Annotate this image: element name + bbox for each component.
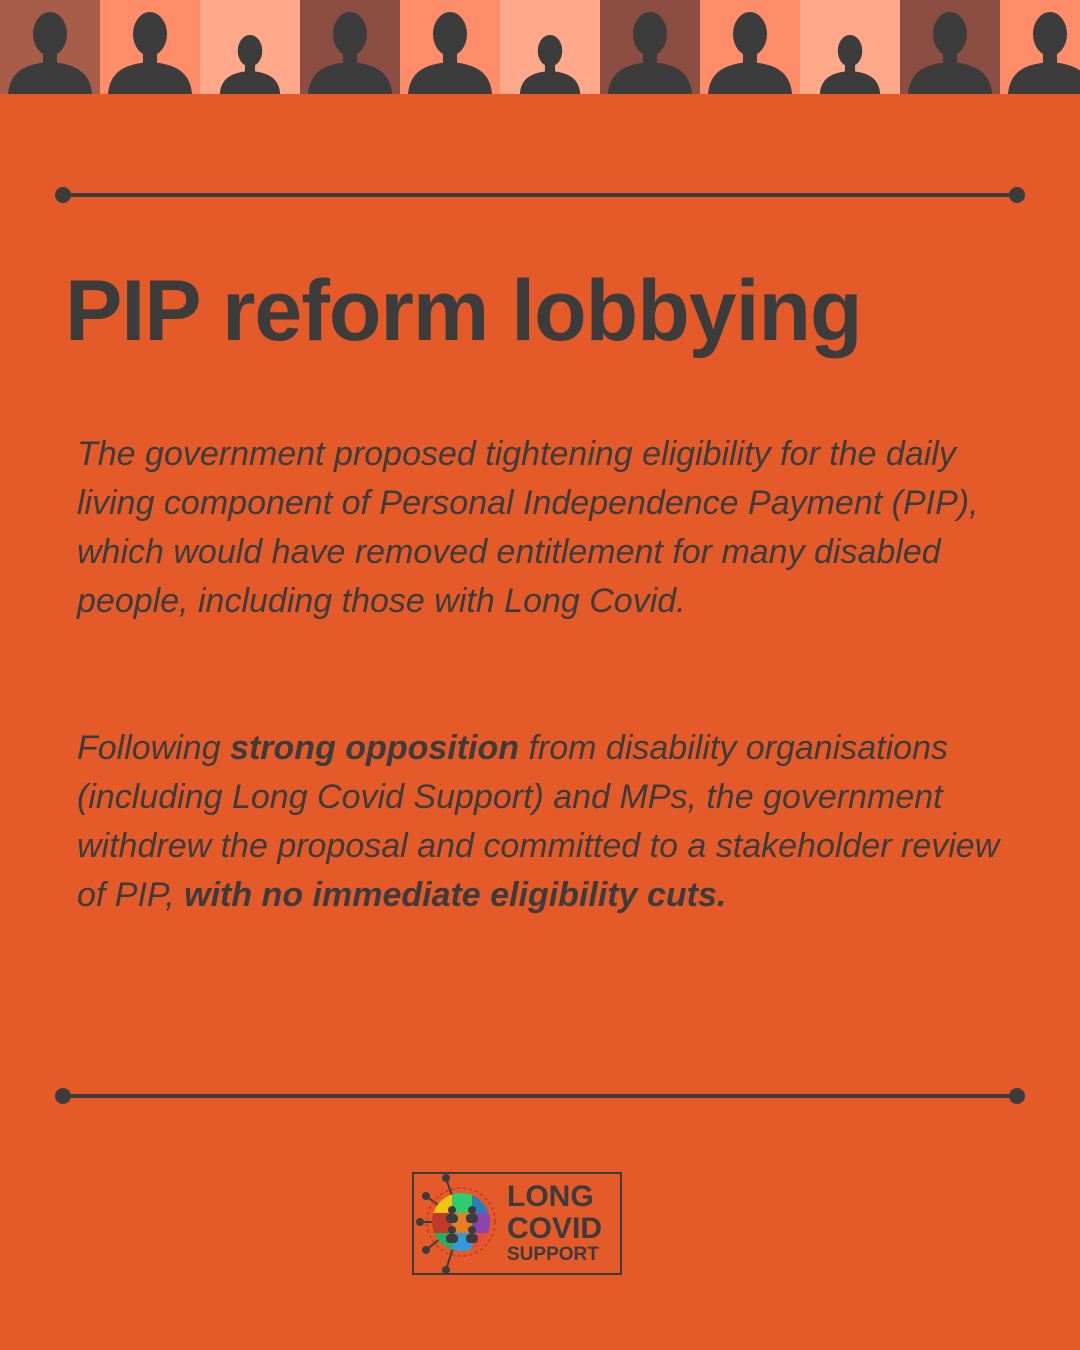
banner-tile	[900, 0, 1000, 94]
body-paragraph-1: The government proposed tightening eligibility for the daily living component of Personal Independence Payment (PIP), which would have removed entitlement for many disabled people, including those with Long Covid.	[77, 435, 979, 620]
bottom-divider	[63, 1094, 1017, 1098]
banner-tile	[100, 0, 200, 94]
banner-tile	[0, 0, 100, 94]
person-silhouette-icon	[400, 0, 500, 94]
person-silhouette-icon	[700, 0, 800, 94]
person-silhouette-icon	[0, 0, 100, 94]
logo-text-support: SUPPORT	[507, 1244, 599, 1265]
divider-dot-right	[1009, 1088, 1025, 1104]
logo-text-long: LONG	[507, 1180, 594, 1213]
long-covid-support-logo	[412, 1172, 622, 1275]
divider-dot-left	[55, 187, 71, 203]
body-paragraph-2	[77, 724, 1007, 920]
person-silhouette-icon	[500, 0, 600, 94]
page-title: PIP reform lobbying	[65, 263, 862, 359]
person-silhouette-icon	[100, 0, 200, 94]
banner-tile	[1000, 0, 1080, 94]
banner-tile	[200, 0, 300, 94]
divider-dot-left	[55, 1088, 71, 1104]
paragraph-text: from disability organisations (including Long Covid Support) and MPs, the government withdrew the proposal and committed to a stakeholder review of PIP,	[77, 729, 1000, 914]
emphasis-no-cuts: with no immediate eligibility cuts.	[184, 876, 727, 914]
paragraph-text: Following	[77, 729, 231, 767]
banner-tile	[300, 0, 400, 94]
person-silhouette-icon	[1000, 0, 1080, 94]
banner-tile	[600, 0, 700, 94]
banner-tile	[500, 0, 600, 94]
banner-tile	[400, 0, 500, 94]
banner-tile	[800, 0, 900, 94]
banner-tile	[700, 0, 800, 94]
person-silhouette-icon	[200, 0, 300, 94]
person-silhouette-icon	[900, 0, 1000, 94]
divider-dot-right	[1009, 187, 1025, 203]
emphasis-strong-opposition: strong opposition	[230, 729, 520, 767]
person-silhouette-icon	[800, 0, 900, 94]
top-divider	[63, 193, 1017, 197]
logo-icon	[416, 1174, 506, 1274]
person-silhouette-icon	[600, 0, 700, 94]
person-silhouette-icon	[300, 0, 400, 94]
silhouette-banner	[0, 0, 1080, 94]
logo-text-covid: COVID	[507, 1212, 603, 1245]
